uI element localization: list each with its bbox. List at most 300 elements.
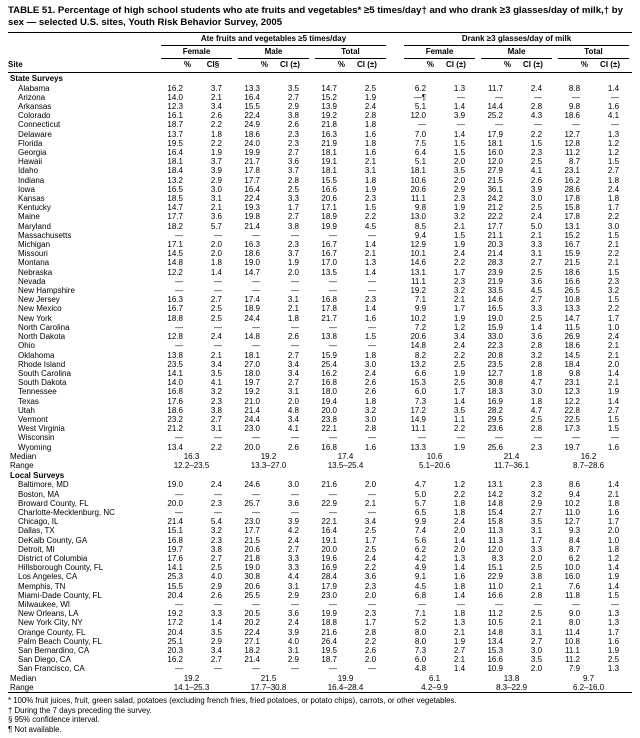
site-name: Los Angeles, CA <box>18 572 78 582</box>
value-cell: 15.8 <box>487 517 504 527</box>
value-cell: 2.1 <box>364 157 377 167</box>
value-cell: — <box>291 230 299 240</box>
value-cell: 21.7 <box>244 157 260 167</box>
value-cell: 25.5 <box>244 590 260 600</box>
value-cell: 23.6 <box>487 424 504 434</box>
value-cell: 1.9 <box>607 646 620 655</box>
value-cell: — <box>457 599 466 609</box>
value-cell: 15.5 <box>167 581 183 591</box>
value-cell: 6.6 <box>414 368 427 378</box>
value-cell: 2.5 <box>530 203 543 213</box>
value-cell: — <box>329 286 337 296</box>
value-cell: 25.3 <box>167 572 183 582</box>
value-cell: 2.6 <box>287 442 299 452</box>
value-cell: 18.5 <box>167 194 183 204</box>
value-cell: 21.4 <box>487 249 504 259</box>
value-cell: — <box>457 92 466 102</box>
value-cell: 1.4 <box>530 322 543 332</box>
value-cell: 16.7 <box>564 240 581 250</box>
value-cell: 2.4 <box>210 480 222 490</box>
site-name: DeKalb County, GA <box>18 535 88 545</box>
value-cell: 16.4 <box>244 184 260 194</box>
value-cell: — <box>214 286 222 296</box>
value-cell: 1.8 <box>287 313 299 323</box>
value-cell: 18.1 <box>244 350 260 360</box>
value-cell: 11.2 <box>565 655 581 665</box>
value-cell: 18.1 <box>487 138 504 148</box>
value-cell: — <box>175 489 183 499</box>
value-cell: — <box>329 341 337 351</box>
value-cell: 22.4 <box>244 627 260 637</box>
value-cell: 13.1 <box>564 221 581 231</box>
gap-cell <box>389 424 401 433</box>
value-cell: 2.2 <box>210 120 222 130</box>
value-cell: 8.5 <box>414 221 427 231</box>
gap-cell <box>389 600 401 609</box>
site-name: Idaho <box>18 166 39 176</box>
value-cell: — <box>252 599 260 609</box>
gap-cell <box>389 655 401 664</box>
table-body <box>8 73 632 693</box>
value-cell: — <box>368 489 377 499</box>
value-cell: 18.6 <box>244 129 260 139</box>
value-cell: 12.8 <box>167 332 183 342</box>
value-cell: 15.9 <box>487 322 504 332</box>
value-cell: — <box>534 433 543 443</box>
site-column-blank <box>8 33 158 46</box>
value-cell: 2.4 <box>364 368 377 378</box>
value-cell: 4.4 <box>287 572 299 582</box>
value-cell: 1.3 <box>607 618 620 628</box>
value-cell: 1.5 <box>607 590 620 600</box>
table-row <box>8 111 632 120</box>
value-cell: 1.8 <box>364 175 377 185</box>
value-cell: 36.1 <box>487 184 504 194</box>
value-cell: 1.9 <box>607 572 620 582</box>
value-cell: — <box>457 433 466 443</box>
value-cell: 18.0 <box>321 387 337 397</box>
value-cell: 2.1 <box>607 489 620 499</box>
value-cell: 2.0 <box>607 526 620 536</box>
gap-cell <box>389 526 401 535</box>
value-cell: 14.0 <box>167 378 183 388</box>
value-cell: — <box>252 286 260 296</box>
site-name: Connecticut <box>18 120 61 130</box>
gap-cell <box>389 387 401 396</box>
value-cell: 2.5 <box>530 563 543 573</box>
gap-cell <box>389 268 401 277</box>
site-name: Nevada <box>18 276 46 286</box>
value-cell: 2.3 <box>530 442 543 452</box>
value-cell: 16.8 <box>167 535 183 545</box>
gap-cell <box>389 93 401 102</box>
table-row <box>8 545 632 554</box>
value-cell: — <box>252 322 260 332</box>
value-cell: 19.0 <box>244 258 260 268</box>
value-cell: 3.3 <box>287 194 299 204</box>
value-cell: 1.4 <box>607 581 620 591</box>
gap-cell <box>389 536 401 545</box>
value-cell: — <box>611 433 620 443</box>
value-cell: 7.1 <box>414 295 427 305</box>
value-cell: 1.8 <box>453 507 466 517</box>
value-cell: 17.7 <box>244 175 260 185</box>
value-cell: 11.0 <box>565 507 581 517</box>
value-cell: 3.9 <box>210 166 222 176</box>
value-cell: 3.3 <box>530 304 543 314</box>
gap-cell <box>389 314 401 323</box>
value-cell: —¶ <box>413 92 427 102</box>
value-cell: 1.7 <box>453 304 466 314</box>
value-cell: 22.4 <box>244 111 260 121</box>
value-cell: 1.9 <box>453 636 466 646</box>
site-name: Georgia <box>18 148 47 158</box>
value-cell: 12.7 <box>564 517 581 527</box>
value-cell: 16.5 <box>167 184 183 194</box>
value-cell: 24.6 <box>244 480 260 490</box>
sex-header-female-fv: Female <box>158 46 235 59</box>
value-cell: 1.5 <box>453 230 466 240</box>
value-cell: 15.4 <box>487 507 504 517</box>
value-cell: 3.9 <box>530 184 543 194</box>
value-cell: — <box>291 322 299 332</box>
value-cell: 14.8 <box>487 627 504 637</box>
value-cell: 1.8 <box>607 175 620 185</box>
value-cell: 1.9 <box>453 442 466 452</box>
stat-value: 8.3–22.9 <box>478 683 555 693</box>
gap-cell <box>389 582 401 591</box>
value-cell: 7.6 <box>568 581 581 591</box>
table-header <box>8 33 632 73</box>
value-cell: 19.2 <box>167 609 183 619</box>
value-cell: 2.1 <box>210 203 222 213</box>
value-cell: 3.1 <box>287 581 299 591</box>
site-name: Miami-Dade County, FL <box>18 590 102 600</box>
value-cell: 1.5 <box>453 138 466 148</box>
value-cell: 1.4 <box>453 590 466 600</box>
value-cell: 20.0 <box>167 498 183 508</box>
site-name: Wisconsin <box>18 433 55 443</box>
value-cell: 18.8 <box>167 313 183 323</box>
value-cell: 1.3 <box>453 618 466 628</box>
value-cell: 3.0 <box>287 480 299 490</box>
table-row <box>8 258 632 267</box>
table-row <box>8 120 632 129</box>
value-cell: 2.1 <box>210 350 222 360</box>
value-cell: 18.6 <box>244 249 260 259</box>
value-cell: 2.2 <box>364 212 377 222</box>
gap-cell <box>389 683 401 693</box>
value-cell: 3.1 <box>287 295 299 305</box>
value-cell: 1.3 <box>453 83 466 93</box>
value-cell: 18.3 <box>487 387 504 397</box>
footnote-timeframe: † During the 7 days preceding the survey. <box>8 705 152 715</box>
value-cell: — <box>252 230 260 240</box>
value-cell: 2.9 <box>530 498 543 508</box>
gap-cell <box>389 176 401 185</box>
value-cell: 2.5 <box>364 83 377 93</box>
value-cell: 1.8 <box>210 129 222 139</box>
value-cell: 16.2 <box>564 175 581 185</box>
gap-cell <box>389 166 401 175</box>
value-cell: 12.7 <box>564 129 581 139</box>
gap-cell <box>389 111 401 120</box>
table-row <box>8 600 632 609</box>
value-cell: 6.2 <box>568 553 581 563</box>
value-cell: 15.9 <box>564 249 581 259</box>
site-name: Ohio <box>18 341 35 351</box>
value-cell: 1.4 <box>210 267 222 277</box>
site-name: Arkansas <box>18 102 52 112</box>
value-cell: 2.5 <box>210 313 222 323</box>
value-cell: 25.1 <box>167 636 183 646</box>
value-cell: 17.0 <box>321 258 337 268</box>
value-cell: 7.2 <box>414 322 427 332</box>
site-name: Texas <box>18 396 39 406</box>
value-cell: 7.3 <box>414 646 427 655</box>
table-row <box>8 268 632 277</box>
value-cell: 17.6 <box>167 553 183 563</box>
value-cell: 17.8 <box>244 166 260 176</box>
site-name: San Francisco, CA <box>18 664 85 674</box>
value-cell: 3.9 <box>287 517 299 527</box>
site-name: Charlotte-Mecklenburg, NC <box>18 507 115 517</box>
value-cell: 8.4 <box>568 535 581 545</box>
value-cell: 1.8 <box>364 138 377 148</box>
value-cell: 1.8 <box>453 581 466 591</box>
site-name: New York City, NY <box>18 618 83 628</box>
value-cell: 5.0 <box>530 221 543 231</box>
value-cell: 2.1 <box>530 230 543 240</box>
stat-value: 9.7 <box>582 673 595 683</box>
gap-cell <box>389 674 401 683</box>
stat-value: 10.6 <box>426 451 443 461</box>
stat-value: 21.5 <box>260 673 277 683</box>
value-cell: 18.2 <box>167 221 183 231</box>
value-cell: 16.0 <box>564 572 581 582</box>
value-cell: 1.3 <box>607 129 620 139</box>
value-cell: 5.7 <box>414 498 427 508</box>
value-cell: 6.5 <box>414 507 427 517</box>
site-name: Alabama <box>18 83 50 93</box>
gap-cell <box>389 185 401 194</box>
table-row <box>8 203 632 212</box>
value-cell: 2.6 <box>210 111 222 121</box>
value-cell: 2.0 <box>530 553 543 563</box>
percent-header: % <box>158 59 191 73</box>
table-row <box>8 194 632 203</box>
value-cell: 3.7 <box>287 249 299 259</box>
value-cell: 3.3 <box>287 553 299 563</box>
value-cell: 2.7 <box>210 295 222 305</box>
table-row <box>8 139 632 148</box>
value-cell: 19.9 <box>321 609 337 619</box>
value-cell: 20.3 <box>167 646 183 655</box>
value-cell: 25.2 <box>487 111 504 121</box>
value-cell: 3.6 <box>287 609 299 619</box>
stat-value: 5.1–20.6 <box>418 460 451 470</box>
gap-cell <box>389 563 401 572</box>
value-cell: 4.7 <box>530 405 543 415</box>
value-cell: 1.4 <box>453 535 466 545</box>
value-cell: 1.8 <box>607 498 620 508</box>
value-cell: 1.4 <box>453 102 466 112</box>
gap-cell <box>389 148 401 157</box>
value-cell: 24.2 <box>487 194 504 204</box>
value-cell: — <box>368 276 377 286</box>
value-cell: 19.7 <box>167 544 183 554</box>
table-row <box>8 212 632 221</box>
site-name: South Carolina <box>18 368 71 378</box>
value-cell: 14.1 <box>167 563 183 573</box>
value-cell: 2.5 <box>453 359 466 369</box>
value-cell: 4.2 <box>287 526 299 536</box>
value-cell: 3.5 <box>530 517 543 527</box>
value-cell: 3.4 <box>287 414 299 424</box>
value-cell: 3.6 <box>530 332 543 342</box>
value-cell: 16.2 <box>167 83 183 93</box>
value-cell: 2.7 <box>287 544 299 554</box>
value-cell: 14.5 <box>167 249 183 259</box>
value-cell: 10.8 <box>564 636 581 646</box>
value-cell: 13.0 <box>410 212 427 222</box>
value-cell: 11.3 <box>488 535 504 545</box>
value-cell: 2.1 <box>364 249 377 259</box>
value-cell: — <box>214 341 222 351</box>
value-cell: 3.4 <box>287 359 299 369</box>
value-cell: 28.2 <box>487 405 504 415</box>
value-cell: 2.5 <box>530 313 543 323</box>
value-cell: 3.8 <box>287 221 299 231</box>
value-cell: 23.1 <box>564 378 581 388</box>
section-header-row <box>8 470 632 480</box>
value-cell: 2.3 <box>364 581 377 591</box>
value-cell: — <box>175 664 183 674</box>
value-cell: 17.7 <box>244 526 260 536</box>
value-cell: 1.9 <box>210 148 222 158</box>
value-cell: 2.9 <box>210 636 222 646</box>
value-cell: 5.1 <box>414 157 427 167</box>
table-row <box>8 628 632 637</box>
value-cell: 2.5 <box>453 378 466 388</box>
value-cell: — <box>175 507 183 517</box>
value-cell: 19.7 <box>244 378 260 388</box>
value-cell: 11.1 <box>565 646 581 655</box>
gap-cell <box>389 508 401 517</box>
stat-label: Range <box>10 460 34 470</box>
value-cell: — <box>175 230 183 240</box>
stat-value: 21.4 <box>503 451 520 461</box>
value-cell: 2.0 <box>607 359 620 369</box>
value-cell: 2.2 <box>607 249 620 259</box>
table-row <box>8 526 632 535</box>
value-cell: 2.8 <box>364 424 377 434</box>
value-cell: 2.5 <box>530 267 543 277</box>
table-row <box>8 387 632 396</box>
gap-cell <box>389 499 401 508</box>
value-cell: 2.8 <box>530 424 543 434</box>
value-cell: 18.6 <box>564 111 581 121</box>
value-cell: 17.6 <box>167 396 183 406</box>
value-cell: 2.3 <box>364 194 377 204</box>
value-cell: 1.5 <box>607 414 620 424</box>
value-cell: 21.5 <box>487 175 504 185</box>
value-cell: 1.7 <box>364 618 377 628</box>
site-name: Oklahoma <box>18 350 55 360</box>
value-cell: 7.4 <box>414 526 427 536</box>
site-name: Kansas <box>18 194 45 204</box>
value-cell: 3.2 <box>364 405 377 415</box>
gap-cell <box>389 554 401 563</box>
gap-cell <box>389 286 401 295</box>
value-cell: 3.4 <box>210 646 222 655</box>
value-cell: 28.3 <box>487 258 504 268</box>
value-cell: 25.6 <box>487 442 504 452</box>
value-cell: 19.4 <box>321 396 337 406</box>
gap-cell <box>389 609 401 618</box>
percent-header: % <box>555 59 588 73</box>
table-row <box>8 185 632 194</box>
value-cell: — <box>214 664 222 674</box>
value-cell: 4.5 <box>364 221 377 231</box>
value-cell: 2.8 <box>530 359 543 369</box>
stat-label: Median <box>10 673 37 683</box>
value-cell: — <box>368 286 377 296</box>
gap-cell <box>389 461 401 470</box>
value-cell: 2.8 <box>530 341 543 351</box>
value-cell: 2.1 <box>607 378 620 388</box>
gap-cell <box>389 397 401 406</box>
value-cell: 13.9 <box>321 102 337 112</box>
value-cell: 2.1 <box>453 221 466 231</box>
value-cell: 2.9 <box>287 102 299 112</box>
site-name: Massachusetts <box>18 230 72 240</box>
table-row <box>8 277 632 286</box>
gap-cell <box>389 130 401 139</box>
group-header-fruits-vegetables: Ate fruits and vegetables ≥5 times/day <box>158 33 389 46</box>
value-cell: 21.9 <box>321 138 337 148</box>
value-cell: 1.9 <box>453 240 466 250</box>
value-cell: 2.3 <box>364 295 377 305</box>
value-cell: — <box>368 322 377 332</box>
value-cell: 1.7 <box>453 387 466 397</box>
value-cell: — <box>214 507 222 517</box>
value-cell: 16.4 <box>167 148 183 158</box>
value-cell: 3.1 <box>210 194 222 204</box>
value-cell: — <box>291 599 299 609</box>
stat-value: 13.3–27.0 <box>250 460 287 470</box>
table-row <box>8 369 632 378</box>
value-cell: 11.5 <box>565 322 581 332</box>
value-cell: 11.0 <box>488 581 504 591</box>
value-cell: 3.9 <box>453 111 466 121</box>
value-cell: 3.7 <box>287 166 299 176</box>
value-cell: 15.1 <box>487 563 504 573</box>
value-cell: 1.8 <box>364 120 377 130</box>
value-cell: 1.6 <box>364 442 377 452</box>
value-cell: — <box>329 489 337 499</box>
value-cell: 2.1 <box>453 655 466 665</box>
value-cell: 10.0 <box>564 563 581 573</box>
value-cell: 2.6 <box>364 378 377 388</box>
value-cell: 18.9 <box>244 304 260 314</box>
value-cell: — <box>611 120 620 130</box>
value-cell: 14.1 <box>167 368 183 378</box>
value-cell: 30.8 <box>487 378 504 388</box>
value-cell: 24.4 <box>244 313 260 323</box>
value-cell: 19.2 <box>244 387 260 397</box>
stat-value: 16.4–28.4 <box>312 683 389 693</box>
